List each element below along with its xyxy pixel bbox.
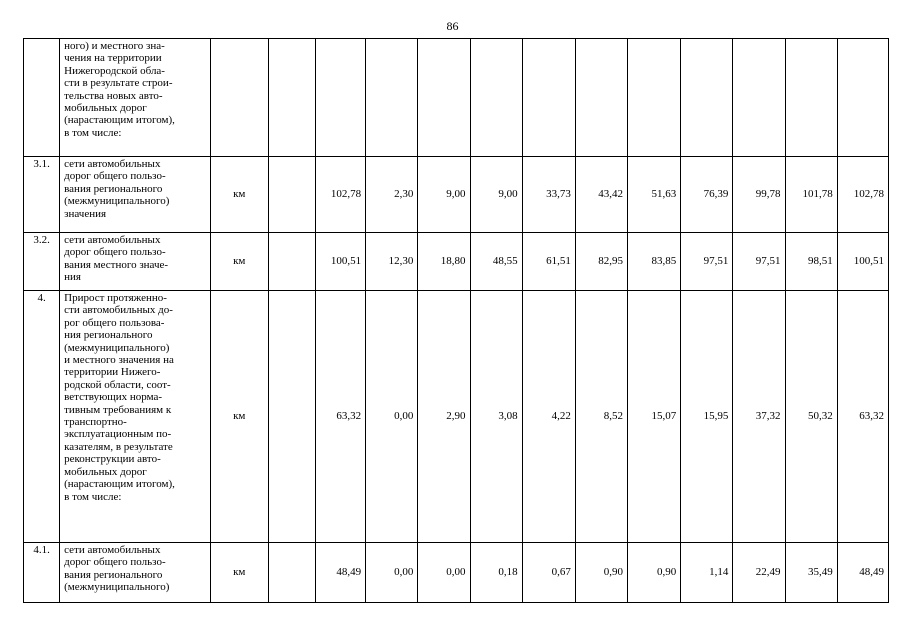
page-number: 86 <box>446 19 459 33</box>
indicator-name <box>60 39 211 157</box>
value-cell <box>268 291 315 543</box>
indicator-name-line: сти автомобильных до- <box>64 304 173 317</box>
value-cell: 0,18 <box>470 543 522 603</box>
value-cell: 100,51 <box>315 233 365 291</box>
indicator-name-line: дорог общего пользо- <box>64 246 166 259</box>
value-cell: 35,49 <box>785 543 837 603</box>
indicator-name-line: чения на территории <box>64 52 162 65</box>
value-cell: 48,49 <box>837 543 888 603</box>
table-row <box>24 543 889 603</box>
indicator-name-line: (нарастающим итогом), <box>64 114 175 127</box>
value-cell <box>575 39 627 157</box>
value-cell <box>268 233 315 291</box>
value-cell <box>315 39 365 157</box>
value-cell: 48,49 <box>315 543 365 603</box>
unit-cell: км <box>210 291 268 543</box>
value-cell <box>681 39 733 157</box>
value-cell <box>418 39 470 157</box>
value-cell <box>522 39 575 157</box>
indicator-name-line: Прирост протяженно- <box>64 292 167 304</box>
indicator-name-line: вания регионального <box>64 568 163 581</box>
indicator-name-line: (межмуниципального) <box>64 581 170 594</box>
value-cell: 48,55 <box>470 233 522 291</box>
indicator-name-line: территории Нижего- <box>64 366 161 379</box>
indicator-name-line: сети автомобильных <box>64 544 161 556</box>
value-cell: 8,52 <box>575 291 627 543</box>
indicator-name-line: ния <box>64 271 81 284</box>
unit-cell <box>210 39 268 157</box>
indicator-name-line: мобильных дорог <box>64 465 147 478</box>
indicator-name-line: дорог общего пользо- <box>64 556 166 569</box>
row-number <box>24 39 60 157</box>
indicator-name-line: мобильных дорог <box>64 102 147 115</box>
value-cell <box>268 543 315 603</box>
indicators-table <box>23 38 889 603</box>
indicator-name-line: эксплуатационным по- <box>64 428 172 441</box>
value-cell: 22,49 <box>733 543 785 603</box>
value-cell: 15,95 <box>681 291 733 543</box>
indicator-name <box>60 543 211 603</box>
value-cell: 82,95 <box>575 233 627 291</box>
value-cell: 0,00 <box>418 543 470 603</box>
value-cell <box>733 39 785 157</box>
indicator-name-line: реконструкции авто- <box>64 453 161 466</box>
value-cell: 97,51 <box>733 233 785 291</box>
row-number: 3.1. <box>24 157 60 233</box>
value-cell: 61,51 <box>522 233 575 291</box>
value-cell: 2,30 <box>366 157 418 233</box>
indicator-name-line: и местного значения на <box>64 354 174 367</box>
indicator-name-line: вания местного значе- <box>64 258 169 271</box>
value-cell: 0,90 <box>628 543 681 603</box>
value-cell: 1,14 <box>681 543 733 603</box>
indicator-name-line: ния регионального <box>64 329 153 342</box>
unit-cell: км <box>210 233 268 291</box>
indicator-name-line: тельства новых авто- <box>64 89 163 102</box>
value-cell <box>268 157 315 233</box>
indicator-name-line: сети автомобильных <box>64 158 161 170</box>
value-cell: 100,51 <box>837 233 888 291</box>
value-cell: 3,08 <box>470 291 522 543</box>
indicator-name <box>60 233 211 291</box>
value-cell: 99,78 <box>733 157 785 233</box>
value-cell: 51,63 <box>628 157 681 233</box>
table-row <box>24 291 889 543</box>
value-cell <box>628 39 681 157</box>
indicator-name-line: тивным требованиям к <box>64 403 172 416</box>
indicator-name-line: (нарастающим итогом), <box>64 478 175 491</box>
indicator-name-line: в том числе: <box>64 490 122 503</box>
indicator-name-line: вания регионального <box>64 182 163 195</box>
value-cell: 43,42 <box>575 157 627 233</box>
value-cell: 0,00 <box>366 291 418 543</box>
value-cell: 102,78 <box>315 157 365 233</box>
value-cell: 63,32 <box>315 291 365 543</box>
value-cell: 0,67 <box>522 543 575 603</box>
value-cell: 37,32 <box>733 291 785 543</box>
row-number: 3.2. <box>24 233 60 291</box>
value-cell: 18,80 <box>418 233 470 291</box>
value-cell: 0,00 <box>366 543 418 603</box>
value-cell: 2,90 <box>418 291 470 543</box>
value-cell: 12,30 <box>366 233 418 291</box>
value-cell: 83,85 <box>628 233 681 291</box>
value-cell: 98,51 <box>785 233 837 291</box>
value-cell <box>785 39 837 157</box>
value-cell: 9,00 <box>418 157 470 233</box>
indicator-name-line: (межмуниципального) <box>64 341 170 354</box>
indicator-name-line: казателям, в результате <box>64 440 173 453</box>
indicator-name-line: сти в результате строи- <box>64 77 173 90</box>
value-cell: 97,51 <box>681 233 733 291</box>
value-cell: 102,78 <box>837 157 888 233</box>
indicator-name-line: транспортно- <box>64 416 127 429</box>
value-cell: 0,90 <box>575 543 627 603</box>
value-cell: 50,32 <box>785 291 837 543</box>
table-row <box>24 39 889 157</box>
value-cell <box>268 39 315 157</box>
value-cell: 76,39 <box>681 157 733 233</box>
row-number: 4. <box>24 291 60 543</box>
value-cell <box>470 39 522 157</box>
value-cell: 15,07 <box>628 291 681 543</box>
indicator-name-line: дорог общего пользо- <box>64 170 166 183</box>
value-cell: 4,22 <box>522 291 575 543</box>
indicator-name-line: родской области, соот- <box>64 378 171 391</box>
indicator-name <box>60 157 211 233</box>
value-cell: 33,73 <box>522 157 575 233</box>
value-cell <box>366 39 418 157</box>
indicator-name-line: ветствующих норма- <box>64 391 163 404</box>
indicator-name-line: рог общего пользова- <box>64 316 165 329</box>
indicator-name-line: значения <box>64 207 107 220</box>
row-number: 4.1. <box>24 543 60 603</box>
indicator-name-line: сети автомобильных <box>64 234 161 246</box>
indicator-name-line: в том числе: <box>64 126 122 139</box>
indicator-name <box>60 291 211 543</box>
value-cell: 9,00 <box>470 157 522 233</box>
indicator-name-line: (межмуниципального) <box>64 195 170 208</box>
value-cell <box>837 39 888 157</box>
value-cell: 63,32 <box>837 291 888 543</box>
value-cell: 101,78 <box>785 157 837 233</box>
unit-cell: км <box>210 157 268 233</box>
table-row <box>24 157 889 233</box>
indicator-name-line: Нижегородской обла- <box>64 64 165 77</box>
table-row <box>24 233 889 291</box>
unit-cell: км <box>210 543 268 603</box>
indicator-name-line: ного) и местного зна- <box>64 40 165 52</box>
